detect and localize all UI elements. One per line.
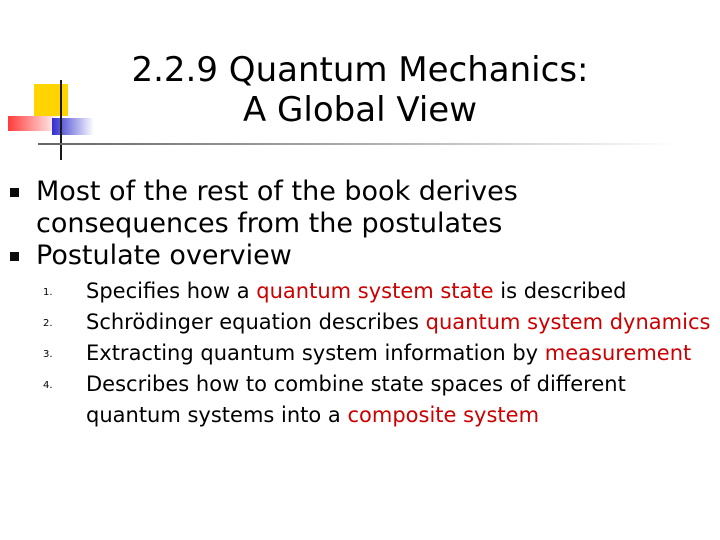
bullet-item — [0, 240, 636, 272]
item-emphasis: quantum system dynamics — [425, 310, 711, 334]
square-bullet-icon — [10, 188, 19, 197]
numbered-item — [0, 307, 716, 338]
item-text: Extracting quantum system information by — [86, 341, 545, 365]
item-number: 1. — [43, 287, 53, 298]
deco-horizontal-line — [38, 143, 678, 145]
deco-blue-bar — [52, 118, 94, 135]
numbered-list — [0, 276, 720, 431]
item-text: Describes how to combine state spaces of different quantum systems into a — [86, 372, 626, 427]
slide-body — [0, 176, 720, 431]
square-bullet-icon — [10, 252, 19, 261]
bullet-text: Most of the rest of the book derives consequences from the postulates — [36, 176, 518, 239]
numbered-item — [0, 338, 716, 369]
deco-vertical-line — [60, 80, 62, 160]
deco-yellow-square — [34, 84, 68, 116]
item-number: 2. — [43, 318, 53, 329]
title-line-1: 2.2.9 Quantum Mechanics: — [131, 50, 589, 90]
numbered-item — [0, 369, 716, 431]
item-number: 4. — [43, 380, 53, 391]
item-text-tail: is described — [493, 279, 627, 303]
item-text: Schrödinger equation describes — [86, 310, 426, 334]
item-number: 3. — [43, 349, 53, 360]
item-emphasis: composite system — [347, 403, 540, 427]
numbered-item — [0, 276, 716, 307]
item-text: Specifies how a — [86, 279, 257, 303]
title-line-2: A Global View — [242, 90, 477, 130]
item-emphasis: quantum system state — [256, 279, 494, 303]
bullet-item — [0, 176, 636, 240]
item-emphasis: measurement — [544, 341, 692, 365]
bullet-text: Postulate overview — [36, 240, 292, 271]
slide-title — [100, 50, 620, 130]
